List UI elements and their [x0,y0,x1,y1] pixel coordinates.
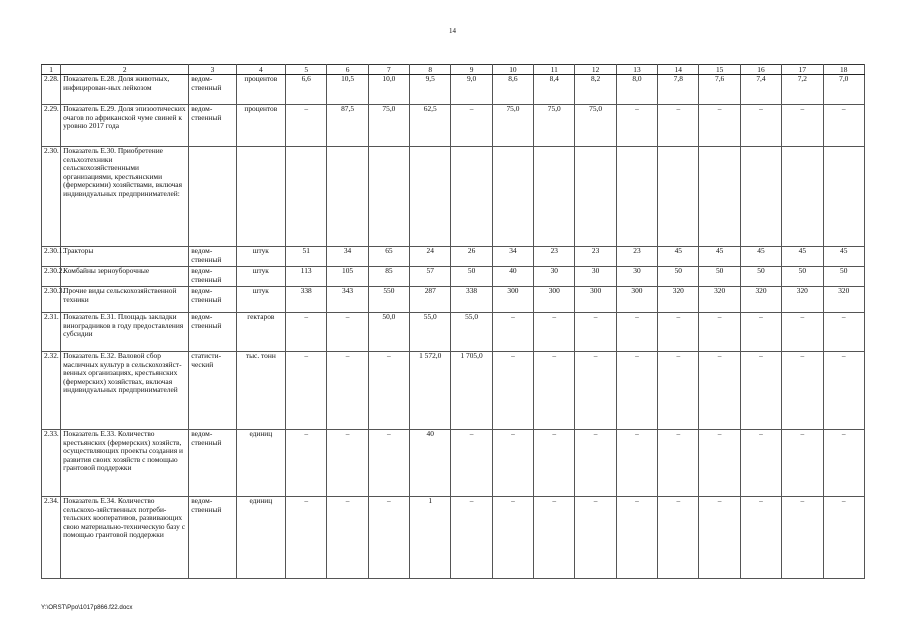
value-cell: – [616,313,657,352]
value-cell: – [575,430,616,497]
value-cell: – [616,352,657,430]
value-cell: 75,0 [534,105,575,147]
value-cell: – [575,352,616,430]
value-cell: 113 [286,267,327,287]
value-cell: 300 [575,287,616,313]
row-number-cell: 2.28. [42,75,61,105]
value-cell: – [782,313,823,352]
row-number-cell: 2.29. [42,105,61,147]
value-cell: 30 [575,267,616,287]
value-cell: – [782,352,823,430]
value-cell [410,147,451,247]
column-number-header: 17 [782,65,823,75]
value-cell: – [492,313,533,352]
value-cell: 45 [658,247,699,267]
data-source-cell: ведом-ственный [189,75,236,105]
indicator-name-cell: Показатель Е.29. Доля эпизоотических очагов по африканской чуме свиней к уровню 2017 года [61,105,189,147]
value-cell: – [658,313,699,352]
value-cell: – [575,313,616,352]
table-row [42,75,865,105]
value-cell: 57 [410,267,451,287]
value-cell: 51 [286,247,327,267]
unit-cell: гектаров [236,313,285,352]
value-cell: 50 [699,267,740,287]
column-number-header: 18 [823,65,865,75]
table-row [42,267,865,287]
indicators-table [41,64,865,579]
value-cell: – [699,313,740,352]
column-number-header: 14 [658,65,699,75]
value-cell: 45 [699,247,740,267]
value-cell: – [699,497,740,579]
row-number-cell: 2.30.2. [42,267,61,287]
column-number-header: 3 [189,65,236,75]
value-cell [616,147,657,247]
indicator-name-cell: Показатель Е.33. Количество крестьянских (фермерских) хозяйств, осуществляющих проекты создания и развития своих хозяйств с помощью грантовой поддержки [61,430,189,497]
value-cell: 45 [740,247,781,267]
value-cell: – [616,105,657,147]
column-number-row [42,65,865,75]
value-cell: 338 [286,287,327,313]
value-cell: – [699,105,740,147]
value-cell: – [534,352,575,430]
value-cell: 85 [368,267,409,287]
page-number: 14 [449,27,456,35]
value-cell: – [823,497,865,579]
value-cell: – [327,497,368,579]
value-cell: – [658,105,699,147]
indicator-name-cell: Показатель Е.32. Валовой сбор масличных культур в сельскохозяйст-венных организациях, крестьянских (фермерских) хозяйствах, включая индивидуальных предпринимателей [61,352,189,430]
value-cell: 26 [451,247,492,267]
value-cell [740,147,781,247]
value-cell: 87,5 [327,105,368,147]
value-cell: 7,2 [782,75,823,105]
table-row [42,352,865,430]
unit-cell: штук [236,267,285,287]
value-cell: – [823,430,865,497]
indicator-name-cell: Показатель Е.34. Количество сельскохо-зяйственных потреби-тельских кооперативов, развивающих свою материально-техническую базу с помощью грантовой поддержки [61,497,189,579]
indicator-name-cell: Показатель Е.28. Доля животных, инфицирован-ных лейкозом [61,75,189,105]
row-number-cell: 2.31. [42,313,61,352]
value-cell: – [740,430,781,497]
value-cell: 320 [740,287,781,313]
value-cell: – [451,497,492,579]
data-source-cell: ведом-ственный [189,430,236,497]
value-cell: 45 [782,247,823,267]
unit-cell: тыс. тонн [236,352,285,430]
value-cell: – [782,497,823,579]
value-cell [699,147,740,247]
unit-cell: единиц [236,497,285,579]
value-cell: – [286,352,327,430]
value-cell: 34 [492,247,533,267]
value-cell: – [534,430,575,497]
table-row [42,287,865,313]
value-cell: – [492,430,533,497]
unit-cell: процентов [236,105,285,147]
value-cell: – [616,497,657,579]
value-cell: – [327,352,368,430]
value-cell: – [534,497,575,579]
column-number-header: 10 [492,65,533,75]
table-row [42,313,865,352]
value-cell: – [327,313,368,352]
value-cell: – [327,430,368,497]
value-cell: – [451,430,492,497]
value-cell: 55,0 [451,313,492,352]
unit-cell: процентов [236,75,285,105]
data-source-cell: ведом-ственный [189,287,236,313]
value-cell: 9,5 [410,75,451,105]
value-cell: 40 [492,267,533,287]
value-cell: 320 [699,287,740,313]
data-source-cell: ведом-ственный [189,267,236,287]
value-cell: 6,6 [286,75,327,105]
column-number-header: 16 [740,65,781,75]
value-cell: 320 [782,287,823,313]
value-cell: 62,5 [410,105,451,147]
value-cell: – [823,313,865,352]
column-number-header: 8 [410,65,451,75]
value-cell: – [699,430,740,497]
value-cell [534,147,575,247]
value-cell: – [782,430,823,497]
value-cell: 8,2 [575,75,616,105]
value-cell: – [782,105,823,147]
value-cell: 7,0 [823,75,865,105]
value-cell: 75,0 [492,105,533,147]
value-cell: – [368,352,409,430]
column-number-header: 7 [368,65,409,75]
column-number-header: 15 [699,65,740,75]
value-cell [368,147,409,247]
table-row [42,497,865,579]
value-cell: – [658,430,699,497]
value-cell: 45 [823,247,865,267]
value-cell [575,147,616,247]
value-cell [286,147,327,247]
data-source-cell: ведом-ственный [189,313,236,352]
column-number-header: 1 [42,65,61,75]
value-cell: 30 [616,267,657,287]
value-cell: 30 [534,267,575,287]
value-cell: – [740,497,781,579]
value-cell: – [492,497,533,579]
value-cell: – [368,497,409,579]
value-cell: 550 [368,287,409,313]
row-number-cell: 2.32. [42,352,61,430]
value-cell: 23 [575,247,616,267]
value-cell: 1 572,0 [410,352,451,430]
value-cell: 7,6 [699,75,740,105]
table-row [42,105,865,147]
value-cell: 300 [616,287,657,313]
value-cell: – [286,430,327,497]
value-cell: 1 [410,497,451,579]
column-number-header: 2 [61,65,189,75]
value-cell: – [368,430,409,497]
value-cell: 105 [327,267,368,287]
value-cell: 320 [823,287,865,313]
unit-cell: штук [236,287,285,313]
data-source-cell: ведом-ственный [189,247,236,267]
value-cell: – [823,352,865,430]
value-cell: 55,0 [410,313,451,352]
row-number-cell: 2.33. [42,430,61,497]
value-cell: 23 [534,247,575,267]
value-cell: – [451,105,492,147]
column-number-header: 13 [616,65,657,75]
value-cell: 8,6 [492,75,533,105]
value-cell: – [286,313,327,352]
value-cell: – [740,313,781,352]
column-number-header: 12 [575,65,616,75]
indicator-name-cell: Тракторы [61,247,189,267]
table-body [42,75,865,579]
value-cell: 10,0 [368,75,409,105]
value-cell: 9,0 [451,75,492,105]
value-cell [658,147,699,247]
value-cell: – [658,352,699,430]
value-cell: 338 [451,287,492,313]
value-cell: 50 [823,267,865,287]
value-cell: 320 [658,287,699,313]
value-cell: – [740,352,781,430]
value-cell [327,147,368,247]
data-source-cell: ведом-ственный [189,105,236,147]
indicator-name-cell: Комбайны зерноуборочные [61,267,189,287]
value-cell: – [575,497,616,579]
column-number-header: 6 [327,65,368,75]
value-cell: 7,8 [658,75,699,105]
value-cell: 50 [451,267,492,287]
table-row [42,247,865,267]
indicator-name-cell: Показатель Е.31. Площадь закладки виноградников в году предоставления субсидии [61,313,189,352]
unit-cell [236,147,285,247]
value-cell: 50 [658,267,699,287]
value-cell: 40 [410,430,451,497]
row-number-cell: 2.30. [42,147,61,247]
value-cell: – [534,313,575,352]
unit-cell: единиц [236,430,285,497]
value-cell [782,147,823,247]
indicator-name-cell: Прочие виды сельскохозяйственной техники [61,287,189,313]
column-number-header: 5 [286,65,327,75]
data-source-cell: ведом-ственный [189,497,236,579]
value-cell [823,147,865,247]
value-cell: 34 [327,247,368,267]
value-cell: – [658,497,699,579]
column-number-header: 9 [451,65,492,75]
value-cell [492,147,533,247]
column-number-header: 4 [236,65,285,75]
value-cell: – [699,352,740,430]
value-cell: 75,0 [368,105,409,147]
value-cell: 8,0 [616,75,657,105]
file-path-footer: Y:\ORST\Ppo\1017p866.f22.docx [41,604,133,611]
unit-cell: штук [236,247,285,267]
value-cell: – [286,497,327,579]
value-cell: 23 [616,247,657,267]
value-cell: 287 [410,287,451,313]
table-row [42,430,865,497]
value-cell [451,147,492,247]
value-cell: 24 [410,247,451,267]
value-cell: 50 [740,267,781,287]
column-number-header: 11 [534,65,575,75]
value-cell: 343 [327,287,368,313]
value-cell: 8,4 [534,75,575,105]
row-number-cell: 2.30.1. [42,247,61,267]
value-cell: 10,5 [327,75,368,105]
value-cell: – [286,105,327,147]
row-number-cell: 2.30.3. [42,287,61,313]
value-cell: 7,4 [740,75,781,105]
indicator-name-cell: Показатель Е.30. Приобретение сельхозтехники сельскохозяйственными организациями, крестьянскими (фермерскими) хозяйствами, включая индивидуальных предпринимателей: [61,147,189,247]
value-cell: – [616,430,657,497]
value-cell: 50 [782,267,823,287]
data-source-cell [189,147,236,247]
value-cell: 300 [492,287,533,313]
value-cell: 1 705,0 [451,352,492,430]
value-cell: – [823,105,865,147]
value-cell: 75,0 [575,105,616,147]
value-cell: 50,0 [368,313,409,352]
row-number-cell: 2.34. [42,497,61,579]
data-source-cell: статисти-ческий [189,352,236,430]
value-cell: 65 [368,247,409,267]
value-cell: 300 [534,287,575,313]
value-cell: – [740,105,781,147]
value-cell: – [492,352,533,430]
table-row [42,147,865,247]
